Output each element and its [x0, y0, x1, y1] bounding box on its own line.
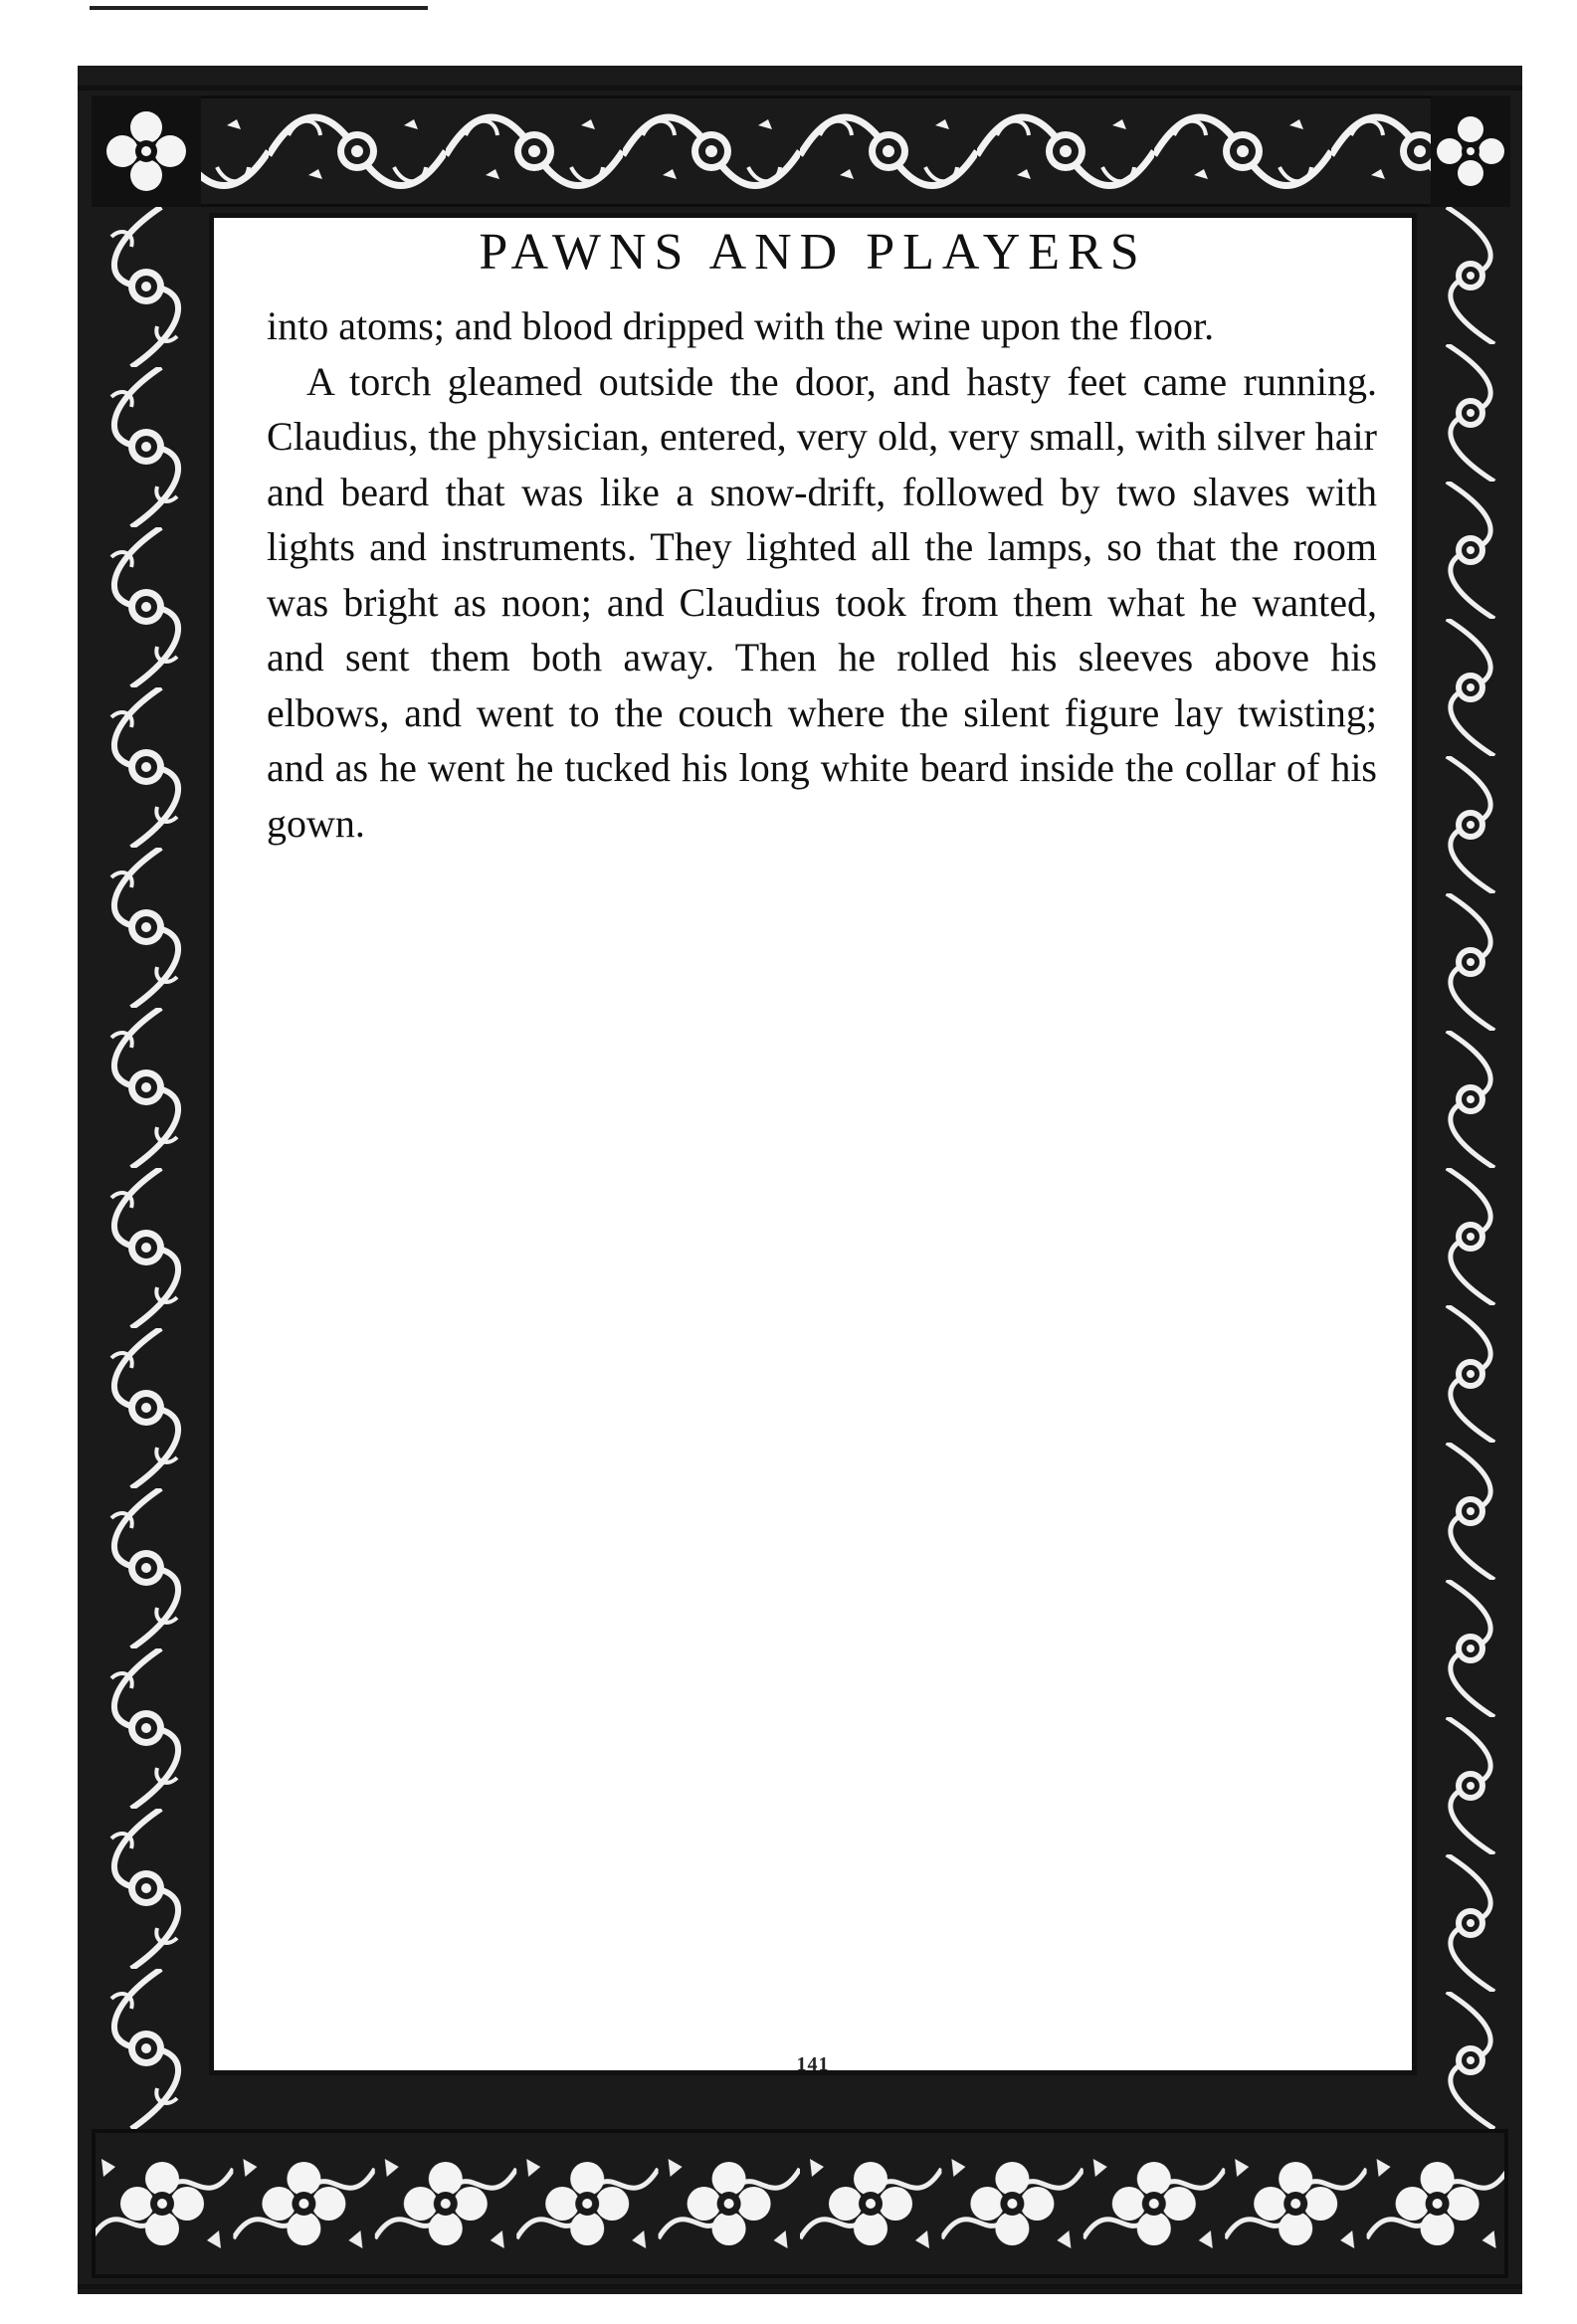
paragraph: A torch gleamed outside the door, and hasty feet came running. Claudius, the physician, entered, very old, very small, with silver hair and beard that was like a snow-drift, followed by two slaves with lights and instruments. They lighted all the lamps, so that the room was bright as noon; and Claudius took from them what he wanted, and sent them both away. Then he rolled his sleeves above his elbows, and went to the couch where the silent figure lay twisting; and as he went he tucked his long white beard inside the collar of his gown. — [267, 358, 1377, 846]
frame-rule-top — [78, 86, 1522, 91]
left-vine-ornament — [92, 207, 201, 2129]
running-head: PAWNS AND PLAYERS — [479, 224, 1147, 281]
frame-rule-bottom — [78, 2284, 1522, 2289]
bottom-floral-ornament — [92, 2129, 1508, 2278]
body-text — [267, 298, 1377, 851]
page-number: 141 — [796, 2053, 830, 2075]
corner-rosette-left — [92, 96, 201, 207]
paragraph: into atoms; and blood dripped with the wine upon the floor. — [267, 303, 1215, 348]
top-vine-ornament — [92, 96, 1508, 207]
corner-rosette-right — [1431, 96, 1510, 207]
top-rule — [90, 6, 428, 10]
right-vine-ornament — [1431, 207, 1510, 2129]
